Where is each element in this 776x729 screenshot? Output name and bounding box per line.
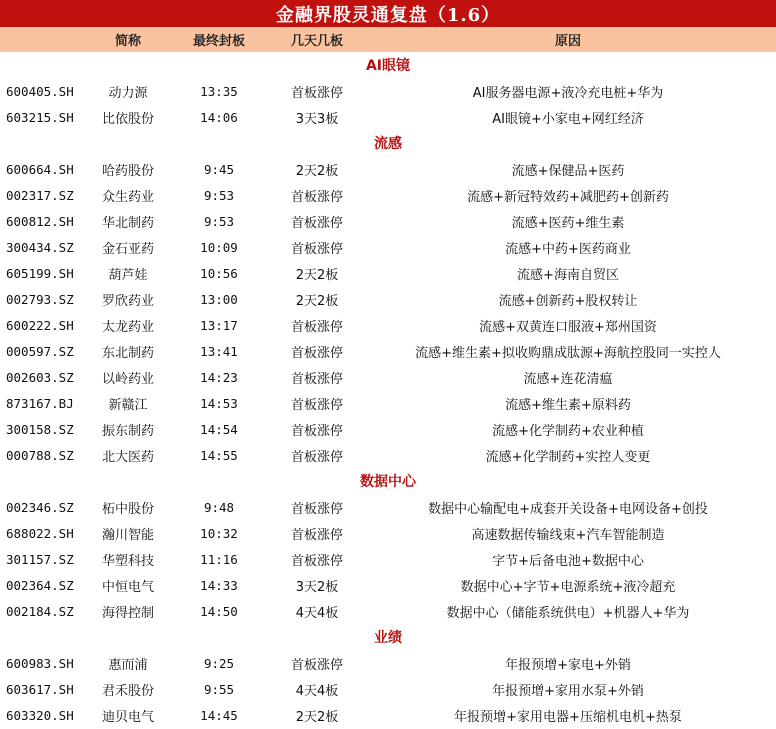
table-row (0, 234, 776, 260)
table-row (0, 260, 776, 286)
board-count: 首板涨停 (290, 423, 343, 439)
limit-up-reason: 年报预增+家用电器+压缩机电机+热泵 (454, 709, 682, 725)
limit-up-reason: AI眼镜+小家电+网红经济 (492, 111, 644, 127)
board-count: 首板涨停 (290, 85, 343, 101)
table-row (0, 598, 776, 624)
stock-name: 振东制药 (101, 423, 154, 439)
table-row (0, 338, 776, 364)
seal-time: 14:53 (200, 395, 238, 411)
table-row (0, 494, 776, 520)
stock-name: 众生药业 (101, 189, 154, 205)
board-count: 首板涨停 (290, 215, 343, 231)
limit-up-reason: 流感+维生素+拟收购鼎成肽源+海航控股同一实控人 (415, 345, 721, 361)
stock-name: 葫芦娃 (108, 267, 148, 283)
seal-time: 11:16 (200, 551, 238, 567)
stock-code: 000788.SZ (6, 447, 74, 463)
stock-code: 603215.SH (6, 109, 74, 125)
board-count: 3天2板 (295, 579, 339, 595)
limit-up-reason: AI服务器电源+液冷充电桩+华为 (472, 85, 664, 101)
limit-up-reason: 流感+海南自贸区 (517, 267, 619, 283)
board-count: 首板涨停 (290, 657, 343, 673)
table-row (0, 78, 776, 104)
stock-code: 873167.BJ (6, 395, 74, 411)
table-row (0, 208, 776, 234)
stock-code: 600812.SH (6, 213, 74, 229)
stock-code: 002793.SZ (6, 291, 74, 307)
limit-up-reason: 年报预增+家用水泵+外销 (492, 683, 644, 699)
table-title: 金融界股灵通复盘（1.6） (0, 0, 776, 27)
table-row (0, 572, 776, 598)
stock-name: 东北制药 (101, 345, 154, 361)
stock-code: 600664.SH (6, 161, 74, 177)
stock-name: 瀚川智能 (101, 527, 154, 543)
table-row (0, 390, 776, 416)
board-count: 3天3板 (295, 111, 339, 127)
limit-up-reason: 数据中心+字节+电源系统+液冷超充 (460, 579, 676, 595)
stock-name: 太龙药业 (101, 319, 154, 335)
stock-code: 603320.SH (6, 707, 74, 723)
board-count: 2天2板 (295, 709, 339, 725)
limit-up-reason: 高速数据传输线束+汽车智能制造 (471, 527, 665, 543)
seal-time: 9:25 (203, 655, 235, 671)
seal-time: 13:17 (200, 317, 238, 333)
section-heading: AI眼镜 (365, 58, 411, 74)
stock-code: 600983.SH (6, 655, 74, 671)
seal-time: 14:06 (200, 109, 238, 125)
header-board: 几天几板 (290, 34, 343, 49)
board-count: 首板涨停 (290, 189, 343, 205)
seal-time: 9:48 (203, 499, 235, 515)
limit-up-reason: 流感+化学制药+农业种植 (492, 423, 644, 439)
table-row (0, 650, 776, 676)
limit-up-reason: 流感+化学制药+实控人变更 (485, 449, 651, 465)
stock-name: 华北制药 (101, 215, 154, 231)
stock-code: 603617.SH (6, 681, 74, 697)
seal-time: 14:55 (200, 447, 238, 463)
stock-name: 柘中股份 (101, 501, 154, 517)
board-count: 首板涨停 (290, 501, 343, 517)
stock-code: 300158.SZ (6, 421, 74, 437)
limit-up-reason: 流感+双黄连口服液+郑州国资 (479, 319, 657, 335)
section-heading: 流感 (374, 136, 402, 152)
stock-name: 罗欣药业 (101, 293, 154, 309)
stock-code: 002364.SZ (6, 577, 74, 593)
board-count: 首板涨停 (290, 397, 343, 413)
stock-code: 600405.SH (6, 83, 74, 99)
stock-code: 002317.SZ (6, 187, 74, 203)
board-count: 首板涨停 (290, 345, 343, 361)
board-count: 首板涨停 (290, 241, 343, 257)
board-count: 首板涨停 (290, 319, 343, 335)
header-name: 简称 (114, 34, 141, 49)
table-row (0, 182, 776, 208)
stock-name: 中恒电气 (101, 579, 154, 595)
stock-name: 海得控制 (101, 605, 154, 621)
stock-code: 688022.SH (6, 525, 74, 541)
seal-time: 13:35 (200, 83, 238, 99)
section-heading: 数据中心 (360, 474, 416, 490)
stock-code: 002346.SZ (6, 499, 74, 515)
table-row (0, 286, 776, 312)
stock-code: 000597.SZ (6, 343, 74, 359)
table-body (0, 52, 776, 728)
section-heading: 业绩 (374, 630, 402, 646)
seal-time: 14:54 (200, 421, 238, 437)
table-row (0, 546, 776, 572)
header-row (0, 27, 776, 52)
limit-up-reason: 字节+后备电池+数据中心 (492, 553, 644, 569)
limit-up-reason: 数据中心（储能系统供电）+机器人+华为 (446, 605, 690, 621)
limit-up-reason: 流感+新冠特效药+减肥药+创新药 (467, 189, 669, 205)
stock-code: 600222.SH (6, 317, 74, 333)
limit-up-reason: 流感+医药+维生素 (511, 215, 625, 231)
table-row (0, 104, 776, 130)
seal-time: 9:53 (203, 187, 235, 203)
table-row (0, 702, 776, 728)
board-count: 4天4板 (295, 683, 339, 699)
header-time: 最终封板 (192, 34, 245, 49)
limit-up-reason: 流感+中药+医药商业 (505, 241, 631, 257)
limit-up-reason: 流感+保健品+医药 (511, 163, 625, 179)
table-row (0, 442, 776, 468)
limit-up-reason: 流感+连花清瘟 (523, 371, 613, 387)
board-count: 4天4板 (295, 605, 339, 621)
seal-time: 14:50 (200, 603, 238, 619)
stock-code: 301157.SZ (6, 551, 74, 567)
seal-time: 14:23 (200, 369, 238, 385)
board-count: 2天2板 (295, 267, 339, 283)
seal-time: 13:00 (200, 291, 238, 307)
limit-up-reason: 流感+维生素+原料药 (505, 397, 631, 413)
table-row (0, 520, 776, 546)
stock-name: 北大医药 (101, 449, 154, 465)
seal-time: 9:55 (203, 681, 235, 697)
limit-up-reason: 年报预增+家电+外销 (505, 657, 631, 673)
table-row (0, 156, 776, 182)
stock-name: 君禾股份 (101, 683, 154, 699)
board-count: 首板涨停 (290, 553, 343, 569)
stock-name: 迪贝电气 (101, 709, 154, 725)
stock-code: 300434.SZ (6, 239, 74, 255)
stock-name: 惠而浦 (108, 657, 148, 673)
seal-time: 9:53 (203, 213, 235, 229)
seal-time: 14:33 (200, 577, 238, 593)
stock-name: 动力源 (108, 85, 148, 101)
stock-name: 比依股份 (101, 111, 154, 127)
seal-time: 13:41 (200, 343, 238, 359)
stock-name: 以岭药业 (101, 371, 154, 387)
stock-name: 新赣江 (108, 397, 148, 413)
board-count: 2天2板 (295, 163, 339, 179)
seal-time: 14:45 (200, 707, 238, 723)
stock-code: 605199.SH (6, 265, 74, 281)
seal-time: 10:32 (200, 525, 238, 541)
board-count: 2天2板 (295, 293, 339, 309)
stock-code: 002184.SZ (6, 603, 74, 619)
table-row (0, 312, 776, 338)
seal-time: 9:45 (203, 161, 235, 177)
stock-name: 金石亚药 (101, 241, 154, 257)
header-reason: 原因 (554, 34, 581, 49)
stock-code: 002603.SZ (6, 369, 74, 385)
seal-time: 10:56 (200, 265, 238, 281)
table-row (0, 676, 776, 702)
table-row (0, 416, 776, 442)
board-count: 首板涨停 (290, 449, 343, 465)
stock-name: 哈药股份 (101, 163, 154, 179)
stock-name: 华塑科技 (101, 553, 154, 569)
limit-up-reason: 流感+创新药+股权转让 (498, 293, 638, 309)
limit-up-reason: 数据中心输配电+成套开关设备+电网设备+创投 (428, 501, 708, 517)
table-row (0, 364, 776, 390)
seal-time: 10:09 (200, 239, 238, 255)
board-count: 首板涨停 (290, 527, 343, 543)
board-count: 首板涨停 (290, 371, 343, 387)
